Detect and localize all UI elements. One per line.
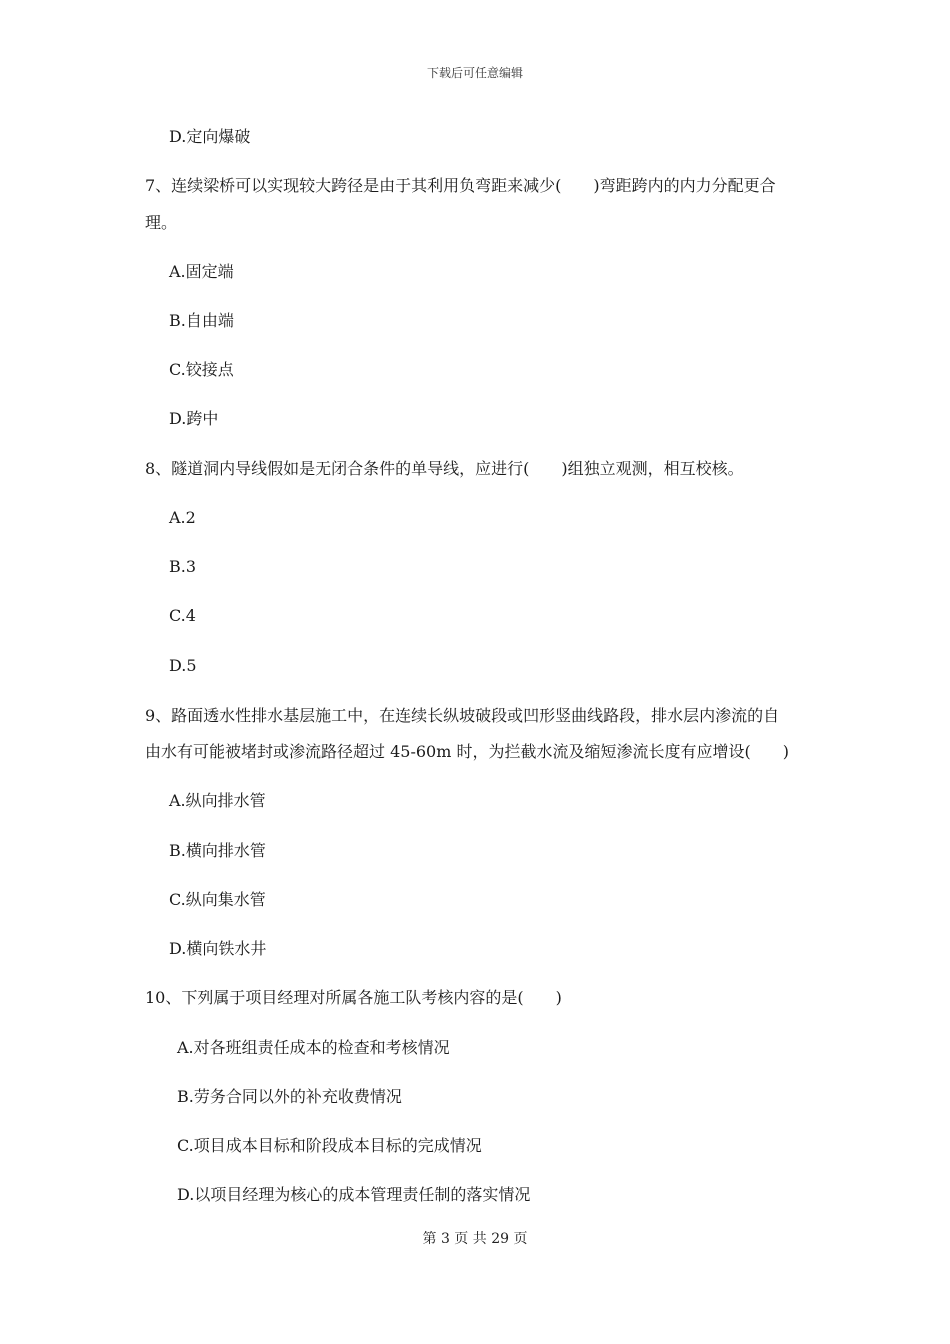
option-line: D.横向铁水井 <box>169 939 267 958</box>
option-line: C.纵向集水管 <box>169 890 266 909</box>
option-line: D.定向爆破 <box>169 127 251 146</box>
question-7: 7、连续梁桥可以实现较大跨径是由于其利用负弯距来减少( )弯距跨内的内力分配更合 <box>145 176 776 195</box>
question-7-continued: 理。 <box>145 213 178 232</box>
option-line: C.4 <box>169 606 196 625</box>
option-line: B.自由端 <box>169 311 234 330</box>
question-9-continued: 由水有可能被堵封或渗流路径超过 45-60m 时，为拦截水流及缩短渗流长度有应增设( ) <box>145 742 789 761</box>
option-line: B.劳务合同以外的补充收费情况 <box>177 1087 402 1106</box>
option-line: C.铰接点 <box>169 360 234 379</box>
question-10: 10、下列属于项目经理对所属各施工队考核内容的是( ) <box>145 988 562 1007</box>
option-line: A.对各班组责任成本的检查和考核情况 <box>177 1038 450 1057</box>
option-line: A.固定端 <box>169 262 234 281</box>
question-9: 9、路面透水性排水基层施工中，在连续长纵坡破段或凹形竖曲线路段，排水层内渗流的自 <box>145 706 780 725</box>
page-footer: 第 3 页 共 29 页 <box>422 1231 528 1247</box>
option-line: A.纵向排水管 <box>169 791 266 810</box>
option-line: A.2 <box>169 508 196 527</box>
option-line: B.3 <box>169 557 197 576</box>
option-line: B.横向排水管 <box>169 841 266 860</box>
question-8: 8、隧道洞内导线假如是无闭合条件的单导线，应进行( )组独立观测，相互校核。 <box>145 459 744 478</box>
option-line: D.5 <box>169 656 197 675</box>
option-line: D.以项目经理为核心的成本管理责任制的落实情况 <box>177 1185 531 1204</box>
option-line: C.项目成本目标和阶段成本目标的完成情况 <box>177 1136 482 1155</box>
option-line: D.跨中 <box>169 409 219 428</box>
page-header: 下载后可任意编辑 <box>426 66 523 80</box>
